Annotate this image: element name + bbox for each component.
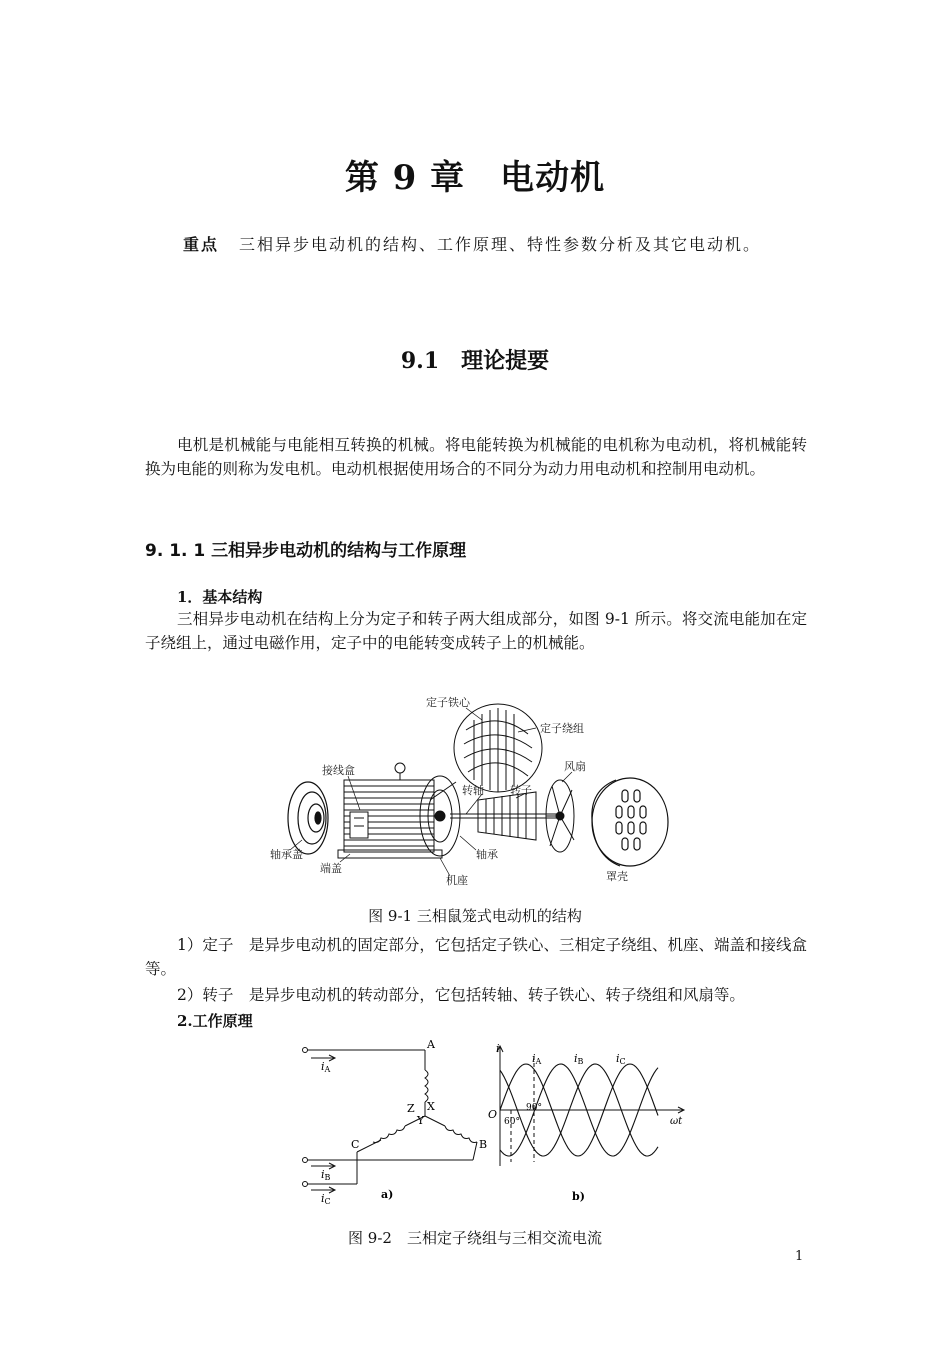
section-title: 9.1 理论提要	[400, 348, 550, 374]
label-shaft: 转轴	[462, 784, 484, 797]
plot-label-iC: iC	[616, 1052, 626, 1066]
rotor-shaft	[450, 792, 560, 840]
label-fan: 风扇	[564, 760, 586, 773]
fan	[546, 780, 574, 852]
motor-frame	[338, 763, 460, 858]
current-label-iB: iB	[321, 1168, 331, 1182]
rotor-description: 2）转子 是异步电动机的转动部分，它包括转轴、转子铁心、转子绕组和风扇等。	[177, 986, 745, 1004]
plot-axis-i: i	[496, 1042, 500, 1055]
subfigure-a-label: a)	[381, 1188, 394, 1201]
basic-structure-heading: 1．基本结构	[177, 588, 263, 606]
terminal-Z: Z	[407, 1102, 415, 1115]
plot-label-iA: iA	[532, 1052, 542, 1066]
keypoint	[183, 232, 761, 255]
stator-description: 1）定子 是异步电动机的固定部分，它包括定子铁心、三相定子绕组、机座、端盖和接线盒等。	[145, 936, 807, 978]
stator-winding-diagram	[295, 1036, 510, 1208]
figure2-caption: 图 9-2 三相定子绕组与三相交流电流	[348, 1229, 602, 1247]
subfigure-b-label: b)	[572, 1190, 585, 1203]
label-fan-cover: 罩壳	[606, 870, 628, 883]
label-end-cover: 端盖	[320, 862, 342, 875]
working-principle-heading: 2.工作原理	[177, 1012, 253, 1030]
terminal-Y: Y	[417, 1114, 425, 1127]
terminal-B: B	[479, 1138, 488, 1151]
label-rotor: 转子	[510, 784, 532, 797]
keypoint-label: 重点	[183, 235, 220, 254]
three-phase-current-plot	[486, 1040, 690, 1210]
label-stator-winding: 定子绕组	[540, 722, 584, 735]
plot-origin: O	[488, 1108, 498, 1121]
subsection-title: 9. 1. 1 三相异步电动机的结构与工作原理	[145, 541, 467, 561]
label-frame: 机座	[446, 874, 468, 887]
current-label-iA: iA	[321, 1060, 331, 1074]
keypoint-text: 三相异步电动机的结构、工作原理、特性参数分析及其它电动机。	[239, 235, 762, 254]
terminal-A: A	[427, 1038, 435, 1051]
label-bearing: 轴承	[476, 848, 498, 861]
basic-structure-text: 三相异步电动机在结构上分为定子和转子两大组成部分，如图 9-1 所示。将交流电能加在定子绕组上，通过电磁作用，定子中的电能转变成转子上的机械能。	[145, 610, 807, 652]
end-cover-left	[288, 782, 328, 854]
page-number: 1	[795, 1249, 804, 1264]
terminal-C: C	[351, 1138, 360, 1151]
intro-paragraph: 电机是机械能与电能相互转换的机械。将电能转换为机械能的电机称为电动机，将机械能转换为电能的则称为发电机。电动机根据使用场合的不同分为动力用电动机和控制用电动机。	[145, 436, 807, 478]
figure1-caption: 图 9-1 三相鼠笼式电动机的结构	[368, 907, 582, 925]
angle-60: 60°	[504, 1117, 520, 1127]
label-junction-box: 接线盒	[322, 764, 355, 777]
angle-90: 90°	[526, 1103, 542, 1113]
label-stator-core: 定子铁心	[426, 696, 470, 709]
plot-label-iB: iB	[574, 1052, 584, 1066]
terminal-X: X	[427, 1100, 435, 1113]
motor-structure-figure	[260, 690, 680, 890]
chapter-title: 第 9 章 电动机	[344, 158, 606, 198]
fan-cover	[592, 778, 668, 866]
label-bearing-cover: 轴承盖	[270, 848, 303, 861]
current-label-iC: iC	[321, 1192, 331, 1206]
plot-axis-wt: ωt	[670, 1116, 683, 1127]
